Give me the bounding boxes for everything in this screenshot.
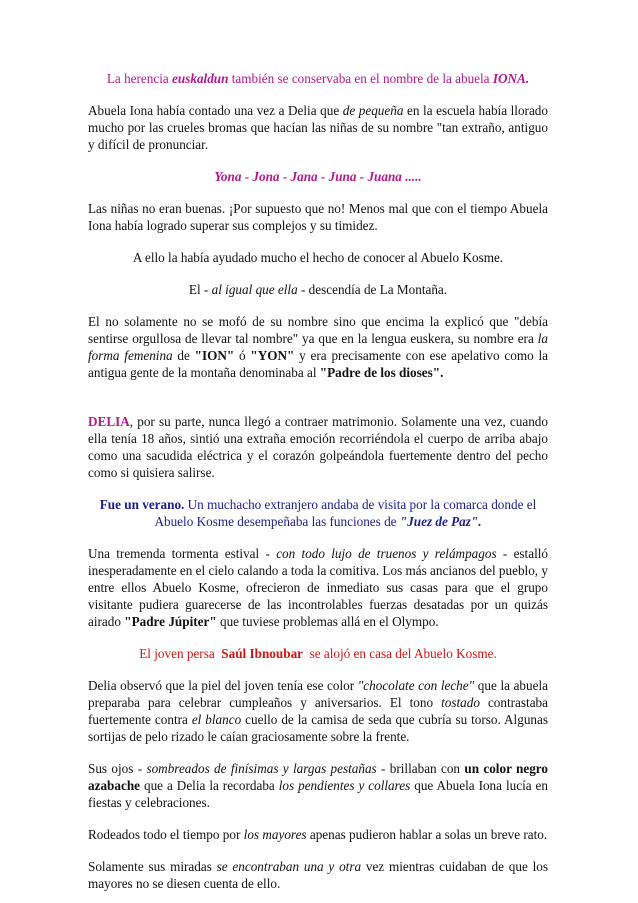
paragraph-ninas: Las niñas no eran buenas. ¡Por supuesto que no! Menos mal que con el tiempo Abuela Iona había logrado superar sus complejos y su timidez. — [88, 201, 548, 233]
paragraph-piel: Delia observó que la piel del joven tenía ese color "chocolate con leche" que la abuela preparaba para celebrar cumpleaños y aniversarios. El tono tostado contrastaba fuertemente contra el blanco cuello de la camisa de seda que cubría su torso. Algunas sortijas de pelo rizado le caían graciosamente sobre la frente. — [88, 678, 548, 744]
paragraph-ojos: Sus ojos - sombreados de finísimas y largas pestañas - brillaban con un color negro azabache que a Delia la recordaba los pendientes y collares que Abuela Iona lucía en fiestas y celebraciones. — [88, 761, 549, 810]
document-page — [88, 70, 548, 892]
paragraph-abuela-iona: Abuela Iona había contado una vez a Delia que de pequeña en la escuela había llorado mucho por las crueles bromas que hacían las niñas de su nombre "tan extraño, antiguo y difícil de pronunciar. — [88, 103, 548, 152]
paragraph-abuelo-kosme: A ello la había ayudado mucho el hecho de conocer al Abuelo Kosme. — [132, 250, 504, 265]
paragraph-verano: Fue un verano. Un muchacho extranjero andaba de visita por la comarca donde el Abuelo Kosme desempeñaba las funciones de "Juez de Paz". — [99, 497, 537, 529]
emph-euskaldun: euskaldun — [172, 71, 229, 86]
name-saul: Saúl Ibnoubar — [221, 646, 304, 661]
paragraph-rodeados: Rodeados todo el tiempo por los mayores apenas pudieron hablar a solas un breve rato. — [88, 827, 548, 842]
intro-line: La herencia euskaldun también se conservaba en el nombre de la abuela IONA. — [106, 71, 530, 86]
paragraph-miradas: Solamente sus miradas se encontraban una y otra vez mientras cuidaban de que los mayores no se diesen cuenta de ello. — [88, 859, 548, 891]
paragraph-nombre: El no solamente no se mofó de su nombre sino que encima la explicó que "debía sentirse orgullosa de llevar tal nombre" ya que en la lengua euskera, su nombre era la forma femenina de "ION" ó "YON" y era precisamente con ese apelativo como la antigua gente de la montaña denominaba al "Padre de los dioses". — [88, 314, 548, 380]
name-delia: DELIA — [88, 414, 130, 429]
paragraph-tormenta: Una tremenda tormenta estival - con todo lujo de truenos y relámpagos - estalló inesperadamente en el cielo calando a toda la comitiva. Los más ancianos del pueblo, y entre ellos Abuelo Kosme, ofrecieron de inmediato sus casas para que el grupo visitante pudiera guarecerse de las incontrolables fuerzas desatadas por un quizás airado "Padre Júpiter" que tuviese problemas allá en el Olympo. — [88, 546, 548, 629]
emph-iona: IONA. — [492, 71, 530, 86]
paragraph-joven-persa: El joven persa Saúl Ibnoubar se alojó en casa del Abuelo Kosme. — [139, 646, 497, 661]
paragraph-delia: DELIA, por su parte, nunca llegó a contraer matrimonio. Solamente una vez, cuando ella tenía 18 años, sintió una extraña emoción recorriéndola el cuerpo de arriba abajo como una sacudida eléctrica y el corazón golpeándola fuertemente dentro del pecho como si quisiera salirse. — [88, 414, 548, 480]
name-variants: Yona - Jona - Jana - Juna - Juana ..... — [214, 169, 422, 184]
paragraph-montana: El - al igual que ella - descendía de La Montaña. — [188, 282, 448, 297]
